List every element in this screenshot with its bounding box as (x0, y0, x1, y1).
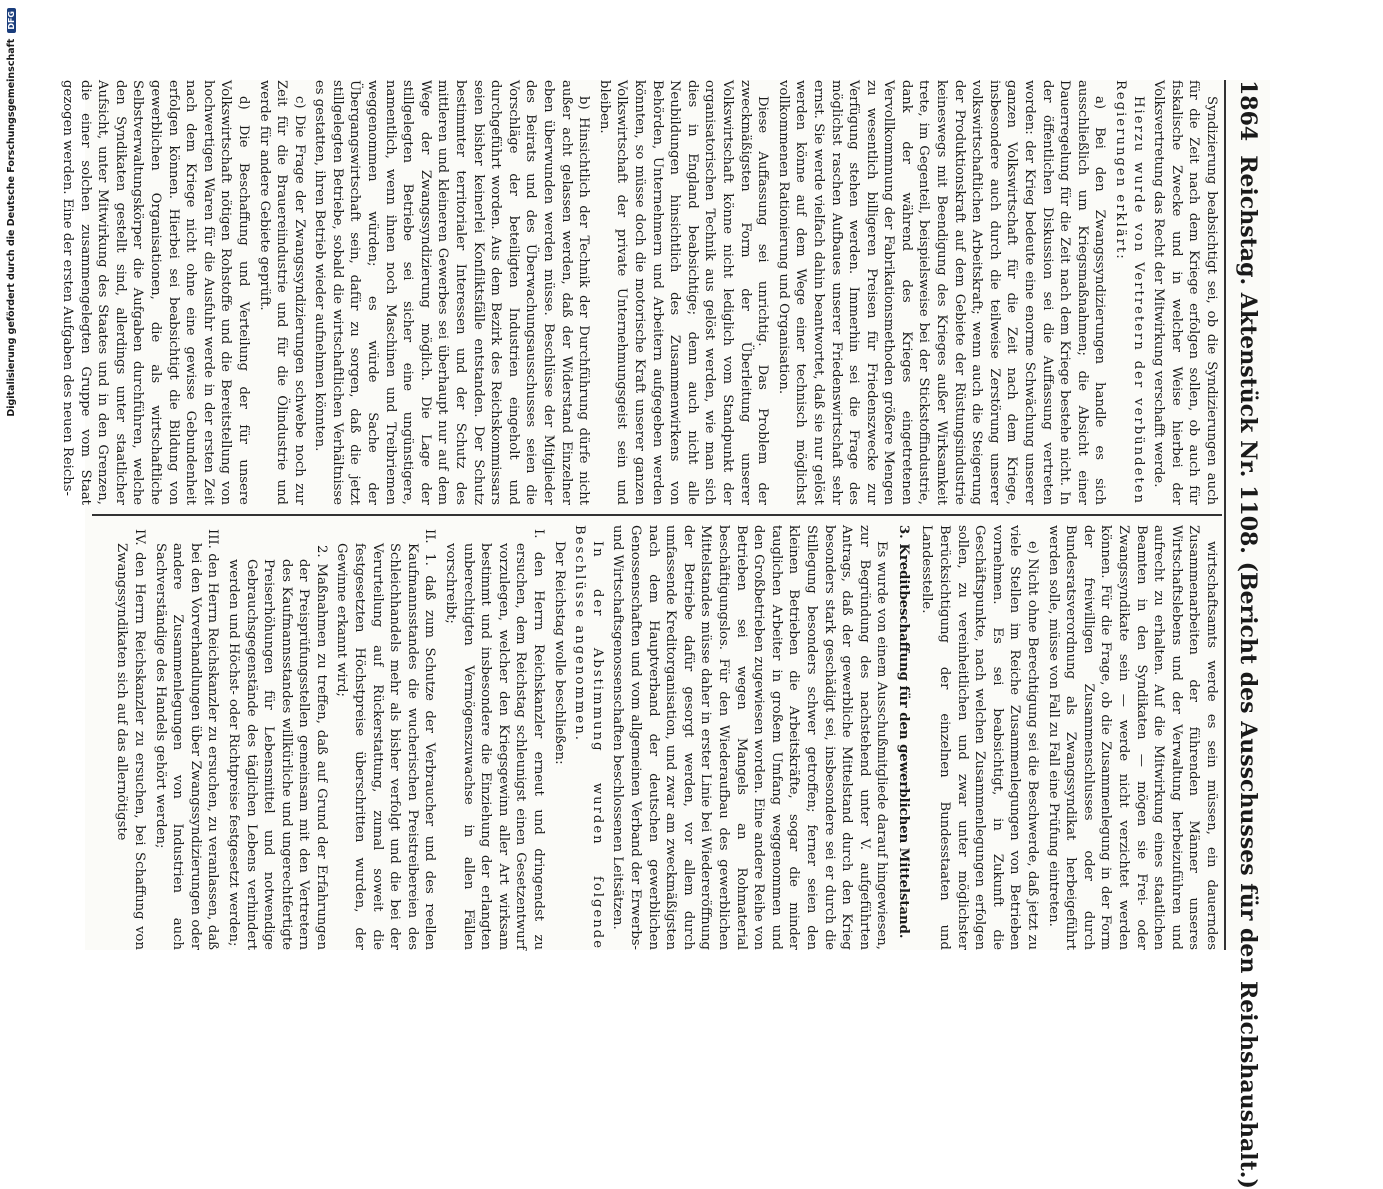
paragraph: Es wurde von einem Ausschußmitgliede darauf hingewiesen, zur Begründung des nachstehend unter V. aufgeführten Antrags, daß der gewerbliche Mittelstand durch den Krieg besonders stark geschädigt sei, insbesondere sei er durch die Stillegung besonders schwer getroffen; ferner seien den kleinen Betrieben die Arbeitskräfte, sogar die minder tauglichen Arbeiter in großem Umfang weggenommen und den Großbetrieben zugewiesen worden. Eine andere Reihe von Betrieben sei wegen Mangels an Rohmaterial beschäftigungslos. Für den Wiederaufbau des gewerblichen Mittelstandes müsse daher in erster Linie bei Wiedereröffnung der Betriebe dafür gesorgt werden, vor allem durch umfassende Kreditorganisation, und zwar am zweckmäßigsten nach dem Hauptverband der deutschen gewerblichen Genossenschaften und vom allgemeinen Verband der Erwerbs- und Wirtschaftsgenossenschaften beschlossenen Leitsätzen. (610, 525, 890, 950)
column-divider (92, 514, 1222, 516)
paragraph: Diese Auffassung sei unrichtig. Das Problem der zweckmäßigsten Form der Überleitung unserer Volkswirtschaft könne nicht lediglich vom Standpunkt der organisatorischen Technik aus gelöst werden, wie man sich dies in England beabsichtige; denn auch nicht alle Neubildungen hinsichtlich des Zusammenwirkens von Behörden, Unternehmern und Arbeitern aufgegeben werden könnten, so müsse doch die motorische Kraft unserer ganzen Volkswirtschaft der private Unternehmungsgeist sein und bleiben. (596, 80, 771, 505)
paragraph: c) Die Frage der Zwangssyndizierungen schwebe noch zur Zeit für die Brauereiindustrie und für die Ölindustrie und werde für andere Gebiete geprüft. (256, 80, 307, 505)
resolution-item: IV. den Herrn Reichskanzler zu ersuchen, bei Schaffung von Zwangssyndikaten sich auf das allernötigste (114, 529, 147, 950)
right-column (95, 525, 1220, 950)
paragraph: wirtschaftsamts werde es sein müssen, ein dauerndes Zusammenarbeiten der führenden Männer unseres Wirtschaftslebens und der Verwaltung herbeizuführen und aufrecht zu erhalten. Auf die Mitwirkung eines staatlichen Beamten in den Syndikaten — mögen sie Frei- oder Zwangssyndikate sein — werde nicht verzichtet werden können. Für die Frage, ob die Zusammenlegung in der Form der freiwilligen Zusammenschlusses oder durch Bundesratsverordnung als Zwangssyndikat herbeigeführt werden solle, müsse von Fall zu Fall eine Prüfung eintreten. (1045, 525, 1219, 950)
page-title: Reichstag. Aktenstück Nr. 1108. (Bericht des Ausschusses für den Reichshaushalt.) (1235, 155, 1261, 1189)
paragraph: Der Reichstag wolle beschließen: (551, 541, 567, 765)
resolution-item: I. den Herrn Reichskanzler erneut und dringendst zu ersuchen, dem Reichstag schleunigst einen Gesetzentwurf vorzulegen, welcher den Kriegsgewinn aller Art wirksam bestimmt und insbesondere die Einziehung der erlangten unberechtigten Vermögenszuwachse in allen Fällen vorschreibt; (443, 529, 547, 950)
rotated-page-content (60, 80, 1270, 1189)
section-heading: 3. Kreditbeschaffung für den gewerblichen Mittelstand. (895, 525, 911, 939)
paragraph: In der Abstimmung wurden folgende Beschlüsse angenommen. (572, 525, 605, 950)
header-rule (1225, 80, 1227, 950)
resolution-item: II. 1. daß zum Schutze der Verbraucher und des reellen Kaufmannsstandes die wucherischen Preistreibereien des Schleichhandels mehr als bisher verfolgt und die bei der Verurteilung auf Rückerstattung, zumal soweit die festgesetzten Höchstpreise überschritten wurden, der Gewinne erkannt wird; (334, 529, 438, 950)
page-header (1226, 80, 1270, 1189)
page-number: 1864 (1235, 80, 1261, 142)
paragraph: a) Bei den Zwangssyndizierungen handle es sich ausschließlich um Kriegsmaßnahmen; die Absicht einer Dauerregelung für die Zeit nach dem Kriege bestehe nicht. In der öffentlichen Diskussion sei die Auffassung vertreten worden: der Krieg bedeute eine enorme Schwächung unserer ganzen Volkswirtschaft für die Zeit nach dem Kriege, insbesondere auch durch die teilweise Zerstörung unserer volkswirtschaftlichen Arbeitskraft; wenn auch die Steigerung der Produktionskraft auf dem Gebiete der Rüstungsindustrie keineswegs mit Beendigung des Krieges außer Wirksamkeit trete, im Gegenteil, beispielsweise bei der Stickstoffindustrie, dank der während des Krieges eingetretenen Vervollkommnung der Fabrikationsmethoden größere Mengen zu wesentlich billigeren Preisen für Friedenszwecke zur Verfügung stehen werden. Immerhin sei die Frage des möglichst raschen Aufbaues unserer Friedenswirtschaft sehr ernst. Sie werde vielfach dahin beantwortet, daß sie nur gelöst werden könne auf dem Wege einer technisch möglichst vollkommenen Rationierung und Organisation. (775, 80, 1108, 505)
paragraph: e) Nicht ohne Berechtigung sei die Beschwerde, daß jetzt zu viele Stellen im Reiche Zusammenlegungen von Betrieben vornehmen. Es sei beabsichtigt, in Zukunft die Geschäftspunkte, nach welchen Zusammenlegungen erfolgen sollen, zu vereinheitlichen und zwar unter möglichster Berücksichtigung der einzelnen Bundesstaaten und Landesstelle. (919, 525, 1041, 950)
left-column (60, 80, 1220, 505)
paragraph: d) Die Beschaffung und Verteilung der für unsere Volkswirtschaft nötigen Rohstoffe und die Bereitstellung von hochwertigen Waren für die Ausfuhr werde in der ersten Zeit nach dem Kriege nicht ohne eine gewisse Gebundenheit erfolgen können. Hierbei sei beabsichtigt die Bildung von gewerblichen Organisationen, die als wirtschaftliche Selbstverwaltungskörper die Aufgaben durchführen, welche den Syndikaten gestellt sind, allerdings unter staatlicher Aufsicht, unter Mitwirkung des Staates und in den Grenzen, die einer solchen zusammengelegten Gruppe vom Staat gezogen werden. Eine der ersten Aufgaben des neuen Reichs- (60, 80, 251, 505)
paragraph: Hierzu wurde von Vertretern der verbündeten Regierungen erklärt: (1113, 80, 1146, 505)
resolution-subitem: 2. Maßnahmen zu treffen, daß auf Grund der Erfahrungen der Preisprüfungsstellen gemeinsam mit den Vertretern des Kaufmannsstandes willkürliche und ungerechtfertigte Preiserhöhungen für Lebensmittel und notwendige Gebrauchsgegenstände des täglichen Lebens verhindert werden und Höchst- oder Richtpreise festgesetzt werden; (225, 545, 329, 950)
scanned-page (60, 80, 1270, 1189)
paragraph: Syndizierung beabsichtigt sei, ob die Syndizierungen auch für die Zeit nach dem Kriege erfolgen sollen, ob auch für fiskalische Zwecke und in welcher Weise hierbei der Volksvertretung das Recht der Mitwirkung verschafft werde. (1151, 80, 1219, 505)
resolution-item: III. den Herrn Reichskanzler zu ersuchen, zu veranlassen, daß bei den Vorverhandlungen über Zwangssyndizierungen oder andere Zusammenlegungen von Industrien auch Sachverständige des Handels gehört werden; (152, 529, 221, 950)
credit-text: Digitalisierung gefördert durch die Deutsche Forschungsgemeinschaft (5, 38, 17, 417)
dfg-logo: DFG (7, 8, 16, 33)
digitization-credit (2, 0, 20, 1000)
paragraph: b) Hinsichtlich der Technik der Durchführung dürfe nicht außer acht gelassen werden, daß der Widerstand Einzelner eben überwunden werden müsse. Beschlüsse der Mitglieder des Beirats und des Überwachungsausschusses seien die Vorschläge der beteiligten Industrien eingeholt und durchgeführt worden. Aus dem Bezirk des Reichskommissars seien bisher keinerlei Konfliktsfälle entstanden. Der Schutz bestimmter territorialer Interessen und der Schutz des mittleren und kleineren Gewerbes sei überhaupt nur auf dem Wege der Zwangssyndizierung möglich. Die Lage der stillgelegten Betriebe sei sicher eine ungünstigere, namentlich, wenn ihnen noch Maschinen und Treibriemen weggenommen würden; es würde Sache der Übergangswirtschaft sein, dafür zu sorgen, daß die jetzt stillgelegten Betriebe, sobald die wirtschaftlichen Verhältnisse es gestatten, ihren Betrieb wieder aufnehmen könnten. (312, 80, 592, 505)
